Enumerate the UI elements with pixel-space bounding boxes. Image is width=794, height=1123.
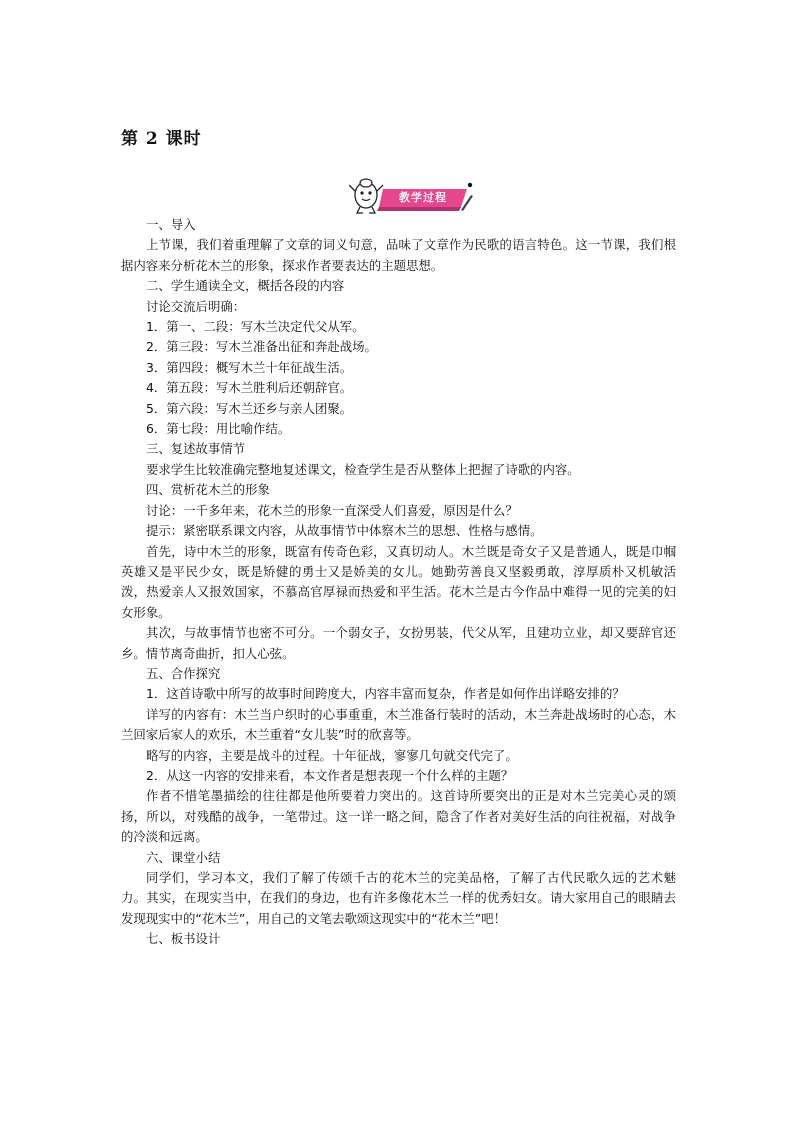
section-heading: 二、学生通读全文，概括各段的内容	[146, 278, 345, 294]
paragraph: 其次，与故事情节也密不可分。一个弱女子，女扮男装，代父从军，且建功立业，却又要辞官还乡。情节离奇曲折，扣人心弦。	[121, 625, 676, 661]
answer: 详写的内容有：木兰当户织时的心事重重，木兰准备行装时的活动，木兰奔赴战场时的心态，木兰回家后家人的欢乐，木兰重着“女儿装”时的欣喜等。	[121, 706, 676, 743]
question: 2．从这一内容的安排来看，本文作者是想表现一个什么样的主题？	[146, 767, 514, 783]
lesson-body	[121, 215, 676, 950]
hint: 提示：紧密联系课文内容，从故事情节中体察木兰的思想、性格与感情。	[146, 523, 543, 539]
paragraph: 要求学生比较准确完整地复述课文，检查学生是否从整体上把握了诗歌的内容。	[146, 461, 580, 477]
section-heading: 三、复述故事情节	[146, 441, 246, 457]
answer: 略写的内容，主要是战斗的过程。十年征战，寥寥几句就交代完了。	[146, 747, 518, 763]
answer: 作者不惜笔墨描绘的往往都是他所要着力突出的。这首诗所要突出的正是对木兰完美心灵的颂扬，所以，对残酷的战争，一笔带过。这一详一略之间，隐含了作者对美好生活的向往祝福，对战争的冷淡和远离。	[121, 788, 676, 845]
list-item: 1．第一、二段：写木兰决定代父从军。	[146, 319, 365, 335]
question: 1．这首诗歌中所写的故事时间跨度大，内容丰富而复杂，作者是如何作出详略安排的？	[146, 686, 625, 702]
section-heading: 七、板书设计	[146, 931, 221, 947]
list-item: 4．第五段：写木兰胜利后还朝辞官。	[146, 380, 353, 396]
section-heading: 一、导入	[146, 217, 196, 232]
list-item: 3．第四段：概写木兰十年征战生活。	[146, 359, 353, 375]
lesson-title: 第 2 课时	[121, 129, 202, 149]
paragraph: 首先，诗中木兰的形象，既富有传奇色彩，又真切动人。木兰既是奇女子又是普通人，既是巾帼英雄又是平民少女，既是矫健的勇士又是娇美的女儿。她勤劳善良又坚毅勇敢，淳厚质朴又机敏活泼，热爱亲人又报效国家，不慕高官厚禄而热爱和平生活。花木兰是古今作品中难得一见的完美的妇女形象。	[121, 543, 676, 620]
banner-label: 教学过程	[399, 191, 447, 204]
paragraph: 讨论交流后明确：	[146, 298, 246, 314]
section-heading: 六、课堂小结	[146, 849, 221, 865]
teaching-process-banner	[349, 173, 475, 215]
section-heading: 五、合作探究	[146, 665, 221, 681]
section-heading: 四、赏析花木兰的形象	[146, 482, 270, 498]
list-item: 5．第六段：写木兰还乡与亲人团聚。	[146, 400, 353, 416]
discussion-question: 讨论：一千多年来，花木兰的形象一直深受人们喜爱，原因是什么？	[146, 502, 518, 518]
list-item: 2．第三段：写木兰准备出征和奔赴战场。	[146, 339, 377, 355]
list-item: 6．第七段：用比喻作结。	[146, 421, 291, 437]
paragraph: 同学们，学习本文，我们了解了传颂千古的花木兰的完美品格，了解了古代民歌久远的艺术魅力。其实，在现实当中，在我们的身边，也有许多像花木兰一样的优秀妇女。请大家用自己的眼睛去发现现实中的“花木兰”，用自己的文笔去歌颂这现实中的“花木兰”吧！	[121, 870, 676, 926]
paragraph: 上节课，我们着重理解了文章的词义句意，品味了文章作为民歌的语言特色。这一节课，我们根据内容来分析花木兰的形象，探求作者要表达的主题思想。	[121, 237, 676, 273]
